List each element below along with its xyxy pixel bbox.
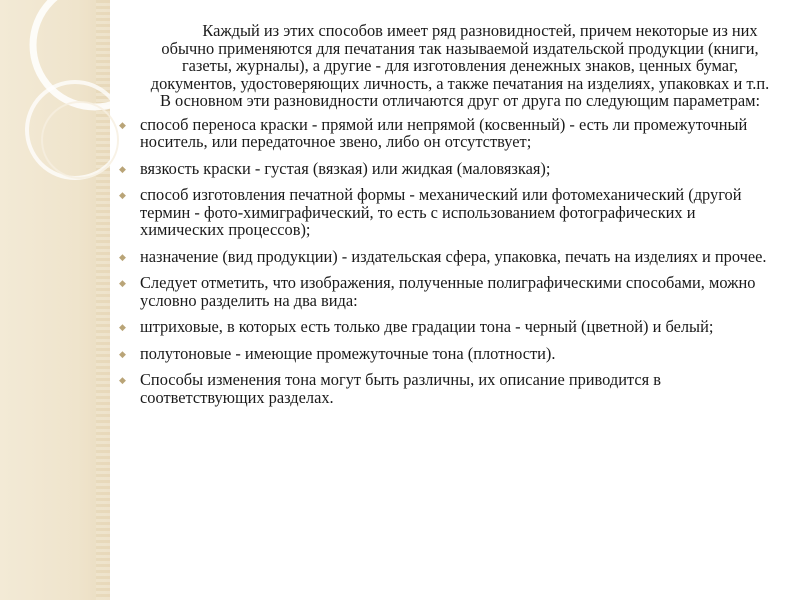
diamond-bullet-icon: ◆ <box>119 348 126 359</box>
bullet-list <box>119 114 780 407</box>
intro-paragraph-1: Каждый из этих способов имеет ряд разновидностей, причем некоторые из них обычно применяются для печатания так называемой издательской продукции (книги, газеты, журналы), а другие - для изготовления денежных знаков, ценных бумаг, документов, удостоверяющих личность, а также печатания на изделиях, упаковках и т.п. <box>150 21 770 93</box>
list-item: ◆ назначение (вид продукции) - издательская сфера, упаковка, печать на изделиях и прочее. <box>119 246 767 266</box>
diamond-bullet-icon: ◆ <box>119 322 126 332</box>
list-item: ◆ Способы изменения тона могут быть различны, их описание приводится в соответствующих разделах. <box>119 370 662 407</box>
list-item: ◆ Следует отметить, что изображения, полученные полиграфическими способами, можно условно разделить на два вида: <box>119 273 756 310</box>
list-item: ◆ способ переноса краски - прямой или непрямой (косвенный) - есть ли промежуточный носитель, или передаточное звено, либо он отсутствует; <box>119 114 748 151</box>
list-item: ◆ вязкость краски - густая (вязкая) или жидкая (маловязкая); <box>119 158 551 178</box>
intro-block <box>140 22 780 110</box>
list-item: ◆ штриховые, в которых есть только две градации тона - черный (цветной) и белый; <box>119 317 714 336</box>
diamond-bullet-icon: ◆ <box>119 190 126 200</box>
intro-paragraph-2: В основном эти разновидности отличаются друг от друга по следующим параметрам: <box>159 91 761 110</box>
diamond-bullet-icon: ◆ <box>119 251 126 262</box>
diamond-bullet-icon: ◆ <box>119 278 126 288</box>
diamond-bullet-icon: ◆ <box>119 163 126 174</box>
diamond-bullet-icon: ◆ <box>119 119 126 130</box>
slide-content <box>119 21 780 415</box>
diamond-bullet-icon: ◆ <box>119 375 126 385</box>
decorative-side-band <box>0 0 110 600</box>
list-item: ◆ полутоновые - имеющие промежуточные тона (плотности). <box>119 343 556 363</box>
list-item: ◆ способ изготовления печатной формы - механический или фотомеханический (другой термин - фото-химиграфический, то есть с использованием фотографических и химических процессов); <box>119 185 742 239</box>
